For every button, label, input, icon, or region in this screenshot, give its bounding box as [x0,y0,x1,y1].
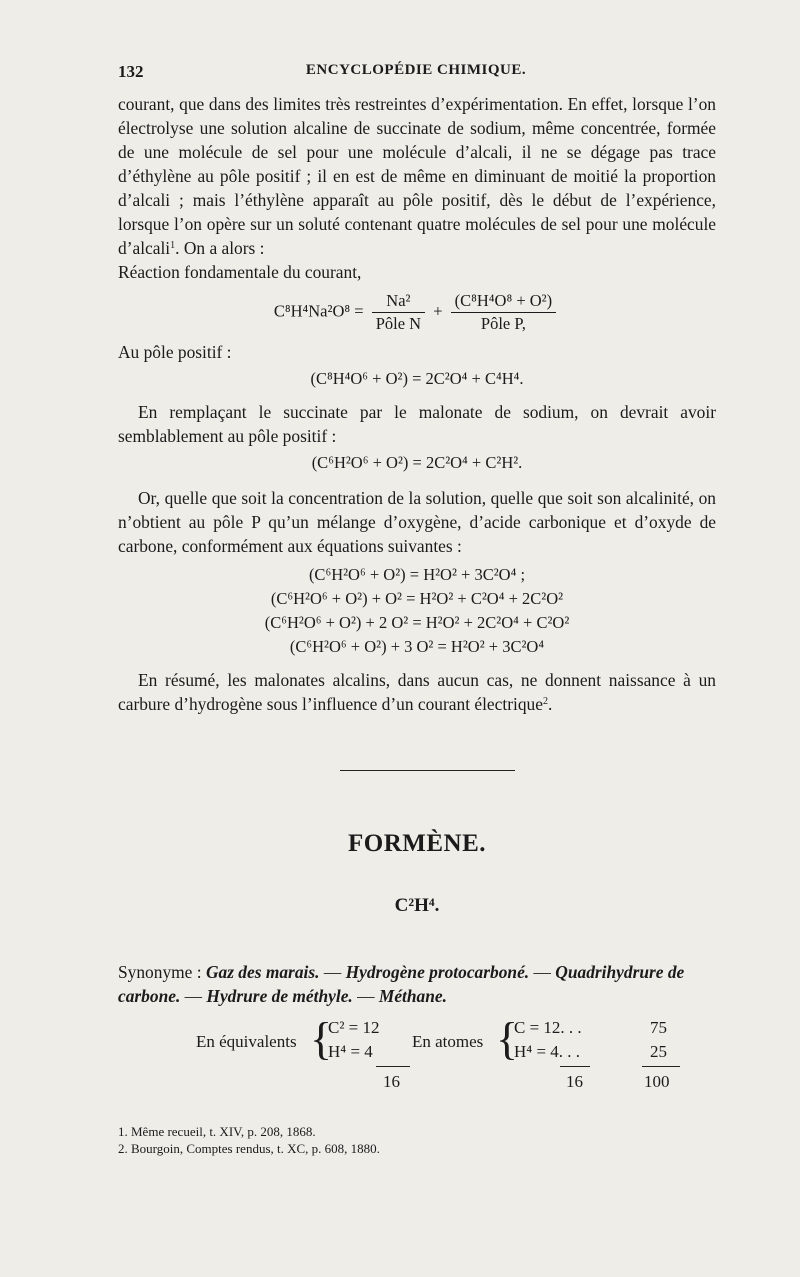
pole-label: Au pôle positif : [118,342,232,362]
paragraph-intro-text: courant, que dans des limites très restreintes d’expérimentation. En effet, lorsque l’on électrolyse une solution alcaline de succinate de sodium, même concentrée, formée de une molécule de sel pour une molécule d’alcali, il ne se dégage pas trace d’éthylène au pôle positif ; il en est de même en diminuant de moitié la proportion d’alcali ; mais l’éthylène apparaît au pôle positif, dès le début de l’expérience, lorsque l’on opère sur un soluté contenant quatre molécules de sel pour une molécule d’alcali [118,94,716,258]
equiv-sum-line [376,1066,410,1067]
synonym-dash-4: — [357,986,375,1006]
reaction-plus: + [433,301,443,321]
equation-5: (C⁶H²O⁶ + O²) + 2 O² = H²O² + 2C²O⁴ + C²O² [264,613,570,632]
synonym-label: Synonyme : [118,962,202,982]
equation-3: (C⁶H²O⁶ + O²) = H²O² + 3C²O⁴ ; [308,565,526,584]
fraction-pole-n-num: Na² [372,290,425,313]
equation-reaction [118,290,716,335]
footnote-1: 1. Même recueil, t. XIV, p. 208, 1868. [118,1124,316,1139]
atom-total: 16 [566,1072,583,1091]
atom-sum-line [560,1066,590,1067]
reaction-label: Réaction fondamentale du courant, [118,262,362,282]
equiv-total: 16 [383,1072,400,1091]
footnote-ref-1[interactable]: 1 [170,240,176,251]
section-formula: C²H⁴. [394,895,440,916]
paragraph-summary-end: . [547,694,553,714]
paragraph-intro-end: . On a alors : [175,238,265,258]
synonyms [118,960,716,1008]
equiv-row-1: C² = 12 [328,1018,380,1037]
fraction-pole-p-num: (C⁸H⁴O⁸ + O²) [451,290,557,313]
reaction-lhs: C⁸H⁴Na²O⁸ = [273,301,364,321]
fraction-pole-p-den: Pôle P, [480,314,526,333]
footnote-2: 2. Bourgoin, Comptes rendus, t. XC, p. 608, 1880. [118,1141,380,1156]
paragraph-summary [118,668,716,716]
synonym-5: Méthane. [378,986,447,1006]
synonym-1: Gaz des marais. [205,962,320,982]
running-title: ENCYCLOPÉDIE CHIMIQUE. [305,62,527,78]
atom-row-2: H⁴ = 4. . . [514,1042,581,1061]
paragraph-malonate: En remplaçant le succinate par le malonate de sodium, on devrait avoir semblablement au pôle positif : [118,402,716,446]
atom-row-1: C = 12. . . [514,1018,582,1037]
running-header [118,62,714,84]
synonym-dash-1: — [323,962,342,982]
pct-row-1: 75 [650,1018,667,1037]
synonym-2: Hydrogène protocarboné. [345,962,530,982]
pct-row-2: 25 [650,1042,667,1061]
equiv-row-2: H⁴ = 4 [328,1042,373,1061]
equation-4: (C⁶H²O⁶ + O²) + O² = H²O² + C²O⁴ + 2C²O² [270,589,564,608]
section-divider [340,770,515,771]
page-number: 132 [118,62,144,81]
paragraph-concentration: Or, quelle que soit la concentration de la solution, quelle que soit son alcalinité, on n’obtient au pôle P qu’un mélange d’oxygène, d’acide carbonique et d’oxyde de carbone, conformément aux équations suivantes : [118,488,716,556]
paragraph-summary-text: En résumé, les malonates alcalins, dans aucun cas, ne donnent naissance à un carbure d’hydrogène sous l’influence d’un courant électrique [118,670,716,714]
brace-atom: { [496,1013,519,1064]
fraction-pole-p [451,290,557,335]
fraction-pole-n-den: Pôle N [375,314,422,333]
equation-1: (C⁸H⁴O⁶ + O²) = 2C²O⁴ + C⁴H⁴. [310,369,524,388]
section-title: FORMÈNE. [347,830,487,857]
equation-2: (C⁶H²O⁶ + O²) = 2C²O⁴ + C²H². [311,453,523,472]
brace-equiv: { [310,1013,333,1064]
pct-sum-line [642,1066,680,1067]
equiv-label: En équivalents [196,1032,297,1051]
synonym-dash-2: — [533,962,551,982]
equation-6: (C⁶H²O⁶ + O²) + 3 O² = H²O² + 3C²O⁴ [289,637,545,656]
paragraph-intro [118,92,716,260]
synonym-4: Hydrure de méthyle. [206,986,353,1006]
pct-total: 100 [644,1072,670,1091]
synonym-dash-3: — [184,986,203,1006]
footnote-ref-2[interactable]: 2 [542,696,548,707]
synonym-3: Quadrihydrure de carbone. [118,962,685,1006]
fraction-pole-n [372,290,425,335]
atom-label: En atomes [412,1032,484,1051]
